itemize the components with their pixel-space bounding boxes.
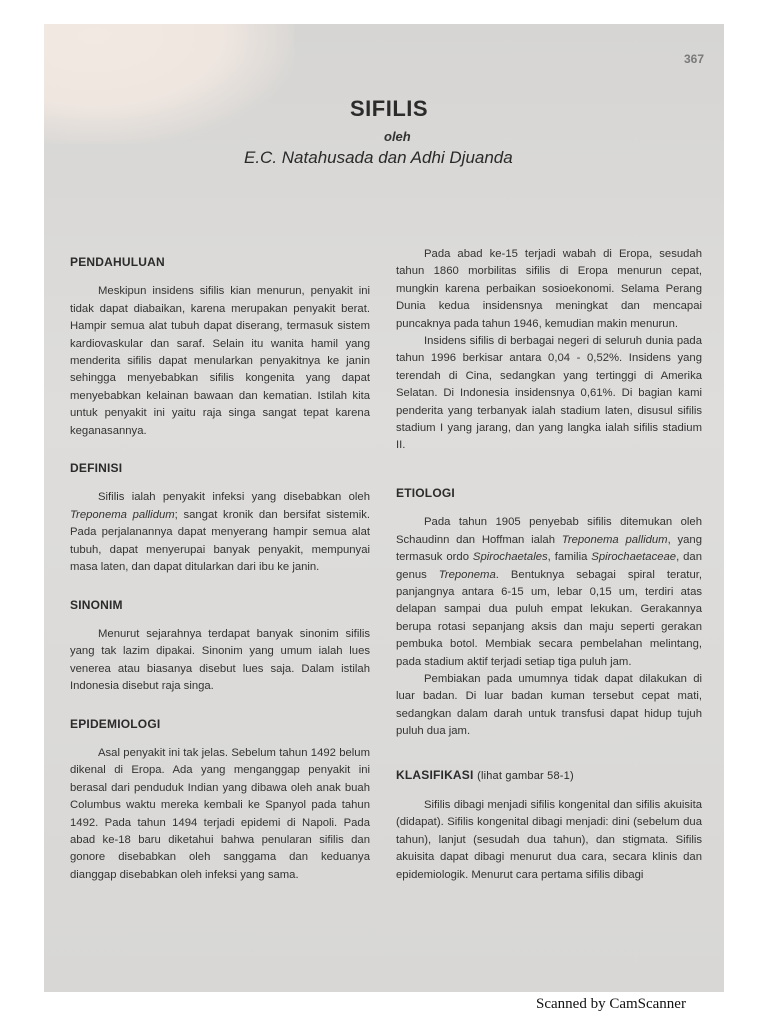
section-definisi (70, 460, 370, 576)
article-title: SIFILIS (350, 96, 429, 121)
paragraph: Insidens sifilis di berbagai negeri di seluruh dunia pada tahun 1996 berkisar antara 0,04 - 0,52%. Insidens yang terendah di Cina, sedangkan yang tertinggi di Amerika Selatan. Di Indonesia insidensnya 0,61%. Di bagian kami penderita yang terbanyak ialah stadium laten, disusul sifilis stadium I yang jarang, dan yang langka ialah sifilis stadium II. (396, 335, 702, 452)
section-pendahuluan (70, 254, 370, 440)
paragraph: Asal penyakit ini tak jelas. Sebelum tahun 1492 belum dikenal di Eropa. Ada yang menganggap penyakit ini berasal dari penduduk Indian yang dibawa oleh anak buah Columbus waktu mereka kembali ke Spanyol pada tahun 1492. Pada tahun 1494 terjadi epidemi di Napoli. Pada abad ke-18 baru diketahui bahwa penularan sifilis dan gonore disebabkan oleh sanggama dan keduanya dianggap disebabkan oleh infeksi yang sama. (70, 746, 370, 881)
page-number: 367 (684, 52, 705, 66)
paragraph: Meskipun insidens sifilis kian menurun, penyakit ini tidak dapat diabaikan, karena merupakan penyakit berat. Hampir semua alat tubuh dapat diserang, termasuk sistem kardiovaskular dan saraf. Selain itu wanita hamil yang menderita sifilis dapat menularkan penyakitnya ke janin sehingga menyebabkan sifilis kongenita yang dapat menyebabkan kelainan bawaan dan kematian. Istilah kita untuk penyakit ini yaitu raja singa sangat tepat karena keganasannya. (70, 285, 370, 437)
byline: oleh (384, 129, 411, 144)
right-column (396, 246, 702, 904)
scanned-page (44, 24, 724, 992)
section-klasifikasi (396, 767, 702, 884)
section-etiologi (396, 485, 702, 741)
finger-shadow (44, 24, 294, 144)
heading-klasifikasi: KLASIFIKASI (lihat gambar 58-1) (396, 767, 574, 782)
section-epidemiologi (70, 716, 370, 885)
heading-epidemiologi: EPIDEMIOLOGI (70, 716, 161, 731)
section-sinonim (70, 597, 370, 696)
paragraph: Pembiakan pada umumnya tidak dapat dilakukan di luar badan. Di luar badan kuman tersebut cepat mati, sedangkan dalam darah untuk transfusi dapat hidup tujuh puluh dua jam. (396, 672, 702, 738)
paragraph: Pada tahun 1905 penyebab sifilis ditemukan oleh Schaudinn dan Hoffman ialah Treponema pallidum, yang termasuk ordo Spirochaetales, familia Spirochaetaceae, dan genus Treponema. Bentuknya sebagai spiral teratur, panjangnya antara 6-15 um, lebar 0,15 um, terdiri atas delapan sampai dua puluh empat lekukan. Gerakannya berupa rotasi sepanjang aksis dan maju seperti gerakan pembuka botol. Membiak secara pembelahan melintang, pada stadium aktif terjadi setiap tiga puluh jam. (396, 516, 703, 668)
scanner-watermark: Scanned by CamScanner (536, 996, 686, 1012)
paragraph: Pada abad ke-15 terjadi wabah di Eropa, sesudah tahun 1860 morbilitas sifilis di Eropa menurun cepat, mungkin karena perbaikan sosioekonomi. Selama Perang Dunia kedua insidensnya meningkat dan mencapai puncaknya pada tahun 1946, kemudian makin menurun. (396, 248, 702, 330)
heading-definisi: DEFINISI (70, 461, 123, 476)
paragraph: Sifilis ialah penyakit infeksi yang disebabkan oleh Treponema pallidum; sangat kronik dan bersifat sistemik. Pada perjalanannya dapat menyerang hampir semua alat tubuh, dapat menyerupai banyak penyakit, mempunyai masa laten, dan dapat ditularkan dari ibu ke janin. (70, 491, 371, 574)
species-name: Treponema pallidum (70, 508, 175, 521)
authors: E.C. Natahusada dan Adhi Djuanda (244, 148, 513, 167)
heading-sinonim: SINONIM (70, 597, 123, 612)
section-epidemiologi-continued (396, 246, 702, 455)
heading-etiologi: ETIOLOGI (396, 485, 455, 500)
heading-pendahuluan: PENDAHULUAN (70, 255, 165, 269)
left-column (70, 254, 370, 904)
paragraph: Sifilis dibagi menjadi sifilis kongenital dan sifilis akuisita (didapat). Sifilis kongenital dibagi menjadi: dini (sebelum dua tahun), lanjut (sesudah dua tahun), dan stigmata. Sifilis akuisita dapat dibagi menurut dua cara, secara klinis dan epidemiologik. Menurut cara pertama sifilis dibagi (396, 798, 702, 881)
figure-reference: (lihat gambar 58-1) (477, 769, 574, 782)
paragraph: Menurut sejarahnya terdapat banyak sinonim sifilis yang tak lazim dipakai. Sinonim yang umum ialah lues venerea atau biasanya disebut lues saja. Dalam istilah Indonesia disebut raja singa. (70, 627, 370, 693)
